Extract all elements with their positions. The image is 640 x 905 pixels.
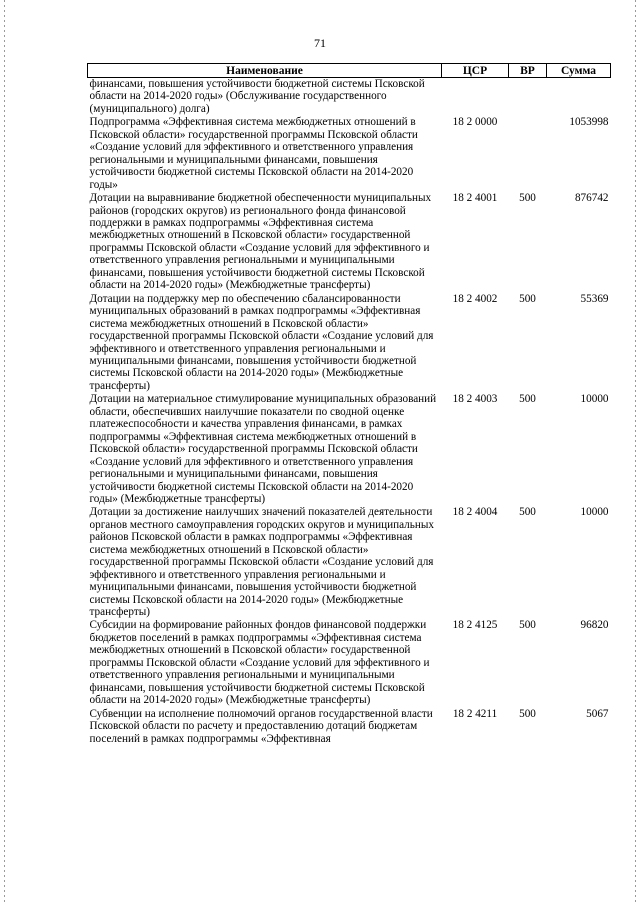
page-number: 71 (314, 36, 326, 50)
row-csr: 18 2 4004 (452, 506, 498, 519)
row-sum: 1053998 (569, 116, 609, 129)
table-row (88, 293, 611, 394)
scan-right-edge (635, 0, 636, 905)
table-header-row (88, 64, 611, 78)
row-csr: 18 2 4002 (452, 292, 498, 305)
row-name: Субвенции на исполнение полномочий органов государственной власти Псковской области по расчету и предоставлению дотаций бюджетам поселений в рамках подпрограммы «Эффективная (89, 707, 433, 745)
row-vr: 500 (519, 506, 536, 519)
table-row (88, 78, 611, 117)
table-row (88, 393, 611, 506)
row-sum: 5067 (586, 707, 609, 720)
row-name: Дотации на выравнивание бюджетной обеспеченности муниципальных районов (городских округов) из регионального фонда финансовой поддержки в рамках подпрограммы «Эффективная система межбюджетных отношений в Псковской области» государственной программы Псковской области «Создание условий для эффективного и ответственного управления региональными и муниципальными финансами, повышения устойчивости бюджетной системы Псковской области на 2014-2020 годы» (Межбюджетные трансферты) (89, 192, 432, 292)
column-header-name: Наименование (88, 64, 442, 78)
row-vr: 500 (519, 619, 536, 632)
row-vr: 500 (519, 393, 536, 406)
scan-left-edge (4, 0, 5, 905)
row-csr (442, 78, 509, 117)
table-row (88, 116, 611, 192)
budget-table (87, 63, 611, 746)
row-csr: 18 2 4211 (452, 707, 498, 720)
row-sum: 876742 (574, 192, 609, 205)
row-name: Дотации на материальное стимулирование муниципальных образований области, обеспечивших наилучшие показатели по сводной оценке платежеспособности и качества управления финансами, в рамках подпрограммы «Эффективная система межбюджетных отношений в Псковской области» государственной программы Псковской области «Создание условий для эффективного и ответственного управления региональными и муниципальными финансами, повышения устойчивости бюджетной системы Псковской области на 2014-2020 годы» (Межбюджетные трансферты) (89, 393, 437, 505)
row-sum: 10000 (580, 393, 609, 406)
row-csr: 18 2 0000 (452, 116, 498, 129)
row-vr: 500 (519, 192, 536, 205)
row-sum (547, 78, 611, 117)
row-vr (509, 78, 547, 117)
column-header-sum: Сумма (547, 64, 611, 78)
row-csr: 18 2 4125 (452, 619, 498, 632)
row-name: Подпрограмма «Эффективная система межбюджетных отношений в Псковской области» государственной программы Псковской области «Создание условий для эффективного и ответственного управления региональными и муниципальными финансами, повышения устойчивости бюджетной системы Псковской области на 2014-2020 годы» (89, 116, 418, 191)
table-row (88, 619, 611, 707)
table-row (88, 506, 611, 619)
row-vr (509, 116, 547, 192)
row-name: Дотации на поддержку мер по обеспечению сбалансированности муниципальных образований в рамках подпрограммы «Эффективная система межбюджетных отношений в Псковской области» государственной программы Псковской области «Создание условий для эффективного и ответственного управления региональными и муниципальными финансами, повышения устойчивости бюджетной системы Псковской области на 2014-2020 годы» (Межбюджетные трансферты) (89, 292, 434, 392)
row-vr: 500 (519, 292, 536, 305)
row-sum: 55369 (580, 292, 609, 305)
row-vr: 500 (519, 707, 536, 720)
column-header-csr: ЦСР (442, 64, 509, 78)
column-header-vr: ВР (509, 64, 547, 78)
row-name: Дотации за достижение наилучших значений показателей деятельности органов местного самоуправления городских округов и муниципальных районов Псковской области в рамках подпрограммы «Эффективная система межбюджетных отношений в Псковской области» государственной программы Псковской области «Создание условий для эффективного и ответственного управления региональными и муниципальными финансами, повышения устойчивости бюджетной системы Псковской области на 2014-2020 годы» (Межбюджетные трансферты) (89, 506, 434, 619)
row-name: финансами, повышения устойчивости бюджетной системы Псковской области на 2014-2020 годы» (Обслуживание государственного (муниципального) долга) (89, 78, 425, 115)
table-row (88, 192, 611, 293)
table-row (88, 708, 611, 746)
row-csr: 18 2 4003 (452, 393, 498, 406)
row-csr: 18 2 4001 (452, 192, 498, 205)
row-sum: 10000 (580, 506, 609, 519)
row-name: Субсидии на формирование районных фондов финансовой поддержки бюджетов поселений в рамках подпрограммы «Эффективная система межбюджетных отношений в Псковской области» государственной программы Псковской области «Создание условий для эффективного и ответственного управления региональными и муниципальными финансами, повышения устойчивости бюджетной системы Псковской области на 2014-2020 годы» (Межбюджетные трансферты) (89, 619, 430, 707)
row-sum: 96820 (580, 619, 609, 632)
